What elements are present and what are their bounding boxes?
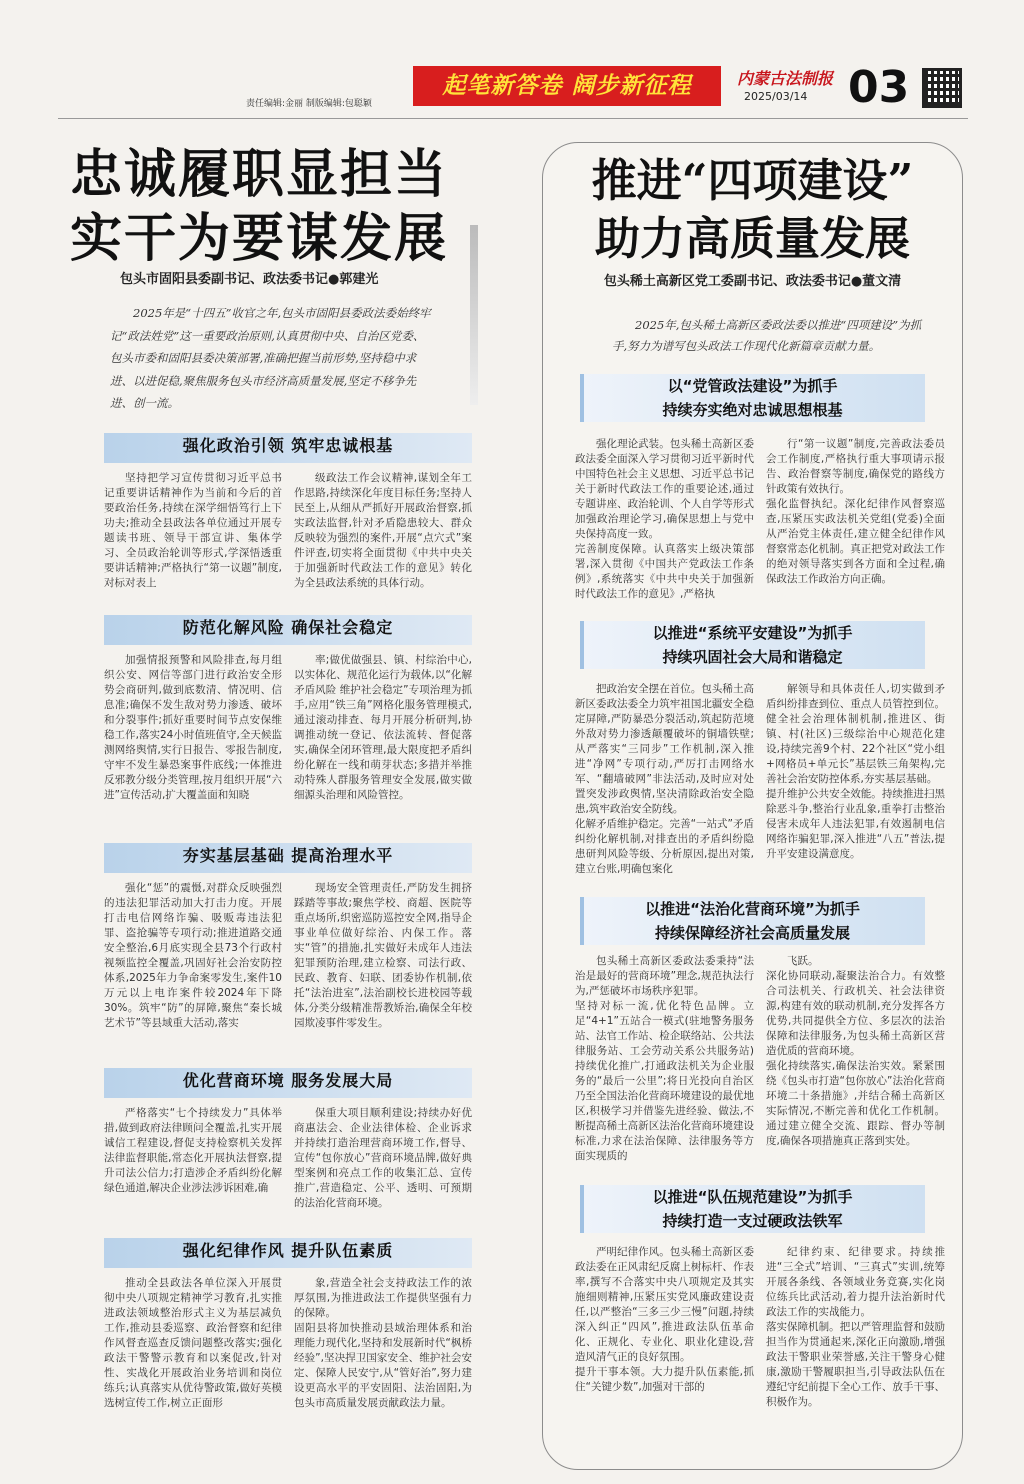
section-heading: 防范化解风险 确保社会稳定 [182, 618, 394, 637]
right-title-line1: 推进“四项建设” [591, 154, 914, 207]
section-heading: 优化营商环境 服务发展大局 [182, 1071, 394, 1090]
masthead [0, 0, 1024, 118]
section-col-1: 严明纪律作风。包头稀土高新区委政法委在正风肃纪反腐上树标杆、作表率,撰写不合落实中央八项规定及其实施细则精神,压紧压实党风廉政建设责任,以严整治“三多三少三慢”问题,持续深入纠正“四风”,推进政法队伍革命化、正规化、专业化、职业化建设,营造风清气正的良好氛围。 提升干事本领。大力提升队伍素能,抓住“关键少数”,加强对干部的 [575, 1246, 754, 1393]
section-heading: 强化政治引领 筑牢忠诚根基 [182, 436, 394, 455]
right-section-1-body [575, 437, 945, 602]
section-heading-bar [104, 843, 472, 873]
left-intro: 2025年是“十四五”收官之年,包头市固阳县委政法委始终牢记“政法姓党”这一重要政治原则,认真贯彻中央、自治区党委、包头市委和固阳县委决策部署,准确把握当前形势,坚持稳中求进、以进促稳,聚焦服务包头市经济高质量发展,坚定不移争先进、创一流。 [110, 306, 431, 410]
section-col-2: 现场安全管理责任,严防发生拥挤踩踏等事故;聚焦学校、商超、医院等重点场所,织密巡防巡控安全网,指导企事业单位做好综治、内保工作。落实“管”的措施,扎实做好未成年人违法犯罪预防治理,建立检察、司法行政、民政、教育、妇联、团委协作机制,依托“法治进室”,法治副校长进校园等载体,分类分级精准帮教矫治,确保全年校园欺凌事件零发生。 [294, 882, 472, 1029]
section-col-1: 坚持把学习宣传贯彻习近平总书记重要讲话精神作为当前和今后的首要政治任务,持续在深学细悟笃行上下功夫;推动全县政法各单位通过开展专题读书班、领导干部宣讲、集体学习、全员政治轮训等形式,学深悟透重要讲话精神;严格执行“第一议题”制度,对标对表上 [104, 472, 282, 589]
banner-slogan: 起笔新答卷 阔步新征程 [413, 66, 721, 106]
right-byline: 包头稀土高新区党工委副书记、政法委书记●董文清 [603, 274, 902, 289]
right-subheading-4: 以推进“队伍规范建设”为抓手 持续打造一支过硬政法铁军 [560, 1181, 945, 1233]
publication-date: 2025/03/14 [744, 90, 808, 103]
left-byline: 包头市固阳县委副书记、政法委书记●郭建光 [120, 272, 379, 287]
left-title-line2: 实干为要谋发展 [70, 208, 449, 269]
section-heading-bar [104, 615, 472, 645]
right-subheading-2: 以推进“系统平安建设”为抓手 持续巩固社会大局和谐稳定 [560, 617, 945, 669]
right-section-2-body [575, 682, 945, 877]
section-heading: 夯实基层基础 提高治理水平 [182, 846, 394, 865]
section-col-2: 解领导和具体责任人,切实做到矛盾纠纷排查到位、重点人员管控到位。健全社会治理体制机制,推进区、街镇、村(社区)三级综治中心规范化建设,持续完善9个村、22个社区“党小组+网格员+单元长”基层铁三角架构,完善社会治安防控体系,夯实基层基础。 提升维护公共安全效能。持续推进扫黑除恶斗争,整治行业乱象,重拳打击整治侵害未成年人违法犯罪,有效遏制电信网络诈骗犯罪,深入推进“八五”普法,提升平安建设满意度。 [766, 683, 945, 860]
right-article-title [542, 152, 963, 268]
left-section-2 [104, 615, 472, 803]
section-col-2: 级政法工作会议精神,谋划全年工作思路,持续深化年度目标任务;坚持人民至上,从细从严抓好开展政治督察,抓实政法监督,针对矛盾隐患较大、群众反映较为强烈的案件,开展“点穴式”案件评查,切实将全面贯彻《中共中央关于加强新时代政法工作的意见》转化为全县政法系统的具体行动。 [294, 472, 472, 589]
title-decoration [470, 225, 478, 405]
section-col-1: 严格落实“七个持续发力”具体举措,做到政府法律顾问全覆盖,扎实开展诚信工程建设,督促支持检察机关发挥法律监督职能,常态化开展执法督察,提升司法公信力;打造涉企矛盾纠纷化解绿色通道,解决企业涉法涉诉困难,确 [104, 1107, 282, 1194]
right-section-3-body [575, 954, 945, 1164]
section-col-1: 推动全县政法各单位深入开展贯彻中央八项规定精神学习教育,扎实推进政法领域整治形式主义为基层减负工作,推动县委巡察、政治督察和纪律作风督查巡查反馈问题整改落实;强化政法干警警示教育和以案促改,针对性、实战化开展政治业务培训和岗位练兵;认真落实从优待警政策,做好英模选树宣传工作,树立正面形 [104, 1277, 282, 1409]
qr-code-icon [922, 68, 962, 108]
section-col-2: 保重大项目顺利建设;持续办好优商惠法会、企业法律体检、企业诉求并持续打造治理营商环境工作,督导、宣传“包你放心”营商环境品牌,做好典型案例和亮点工作的收集汇总、宣传推广,营造稳定、公平、透明、可预期的法治化营商环境。 [294, 1107, 472, 1209]
section-col-1: 强化“惩”的震慑,对群众反映强烈的违法犯罪活动加大打击力度。开展打击电信网络诈骗、吸贩毒违法犯罪、盗抢骗等专项行动;推进道路交通安全整治,6月底实现全县73个行政村视频监控全覆盖,巩固好社会治安防控体系,2025年力争命案零发生,案件10万元以上电诈案件较2024年下降30%。筑牢“防”的屏障,聚焦“秦长城艺术节”等县域重大活动,落实 [104, 882, 282, 1029]
right-subheading-1: 以“党管政法建设”为抓手 持续夯实绝对忠诚思想根基 [560, 370, 945, 422]
section-col-1: 加强情报预警和风险排查,每月组织公安、网信等部门进行政治安全形势会商研判,做到底数清、情况明、信息准;确保不发生敌对势力渗透、破坏和分裂事件;抓好重要时间节点安保维稳工作,落实24小时值班值守,全天候监测网络舆情,实行日报告、零报告制度,守牢不发生暴恐案事件底线;一体推进反邪教分级分类管理,按月组织开展“六进”宣传活动,扩大覆盖面和知晓 [104, 654, 282, 801]
section-col-1: 把政治安全摆在首位。包头稀土高新区委政法委全力筑牢祖国北疆安全稳定屏障,严防暴恐分裂活动,筑起防范境外敌对势力渗透颠覆破坏的铜墙铁壁;从严落实“三同步”工作机制,深入推进“净网”专项行动,严厉打击网络水军、“翻墙破网”非法活动,及时应对处置突发涉政舆情,坚决清除政治安全隐患,筑牢政治安全防线。 化解矛盾维护稳定。完善“一站式”矛盾纠纷化解机制,对排查出的矛盾纠纷隐患研判风险等级、分析原因,提出对策,建立台账,明确包案化 [575, 683, 754, 875]
right-title-line2: 助力高质量发展 [594, 212, 910, 265]
section-heading-bar [104, 1068, 472, 1098]
section-heading-bar [104, 433, 472, 463]
section-heading: 强化纪律作风 提升队伍素质 [182, 1241, 394, 1260]
left-section-4 [104, 1068, 472, 1211]
header-divider [58, 118, 968, 119]
section-col-2: 行“第一议题”制度,完善政法委员会工作制度,严格执行重大事项请示报告、政治督察等制度,确保党的路线方针政策有效执行。 强化监督执纪。深化纪律作风督察巡查,压紧压实政法机关党组(党委)全面从严治党主体责任,建立健全纪律作风督察常态化机制。真正把党对政法工作的绝对领导落实到各方面和全过程,确保政法工作政治方向正确。 [766, 438, 945, 585]
newspaper-logo: 内蒙古法制报 [737, 69, 834, 88]
right-section-4-body [575, 1245, 945, 1410]
section-col-2: 率;做优做强县、镇、村综治中心,以实体化、规范化运行为载体,以“化解矛盾风险 维护社会稳定”专项治理为抓手,应用“铁三角”网格化服务管理模式,通过滚动排查、每月开展分析研判,协调推动统一登记、依法流转、督促落实,确保全闭环管理,最大限度把矛盾纠纷化解在一线和萌芽状态;多措并举推动特殊人群服务管理安全发展,做实做细源头治理和风险管控。 [294, 654, 472, 801]
section-heading-bar [104, 1238, 472, 1268]
section-col-2: 飞跃。 深化协同联动,凝聚法治合力。有效整合司法机关、行政机关、社会法律资源,构建有效的联动机制,充分发挥各方优势,共同提供全方位、多层次的法治保障和法律服务,为包头稀土高新区营造优质的营商环境。 强化持续落实,确保法治实效。紧紧围绕《包头市打造“包你放心”法治化营商环境二十条措施》,并结合稀土高新区实际情况,不断完善和优化工作机制。通过建立健全交流、跟踪、督办等制度,确保各项措施真正落到实处。 [766, 955, 945, 1147]
left-section-5 [104, 1238, 472, 1411]
left-section-3 [104, 843, 472, 1031]
page-number: 03 [848, 62, 910, 113]
right-subheading-3: 以推进“法治化营商环境”为抓手 持续保障经济社会高质量发展 [560, 893, 945, 945]
section-col-2: 纪律约束、纪律要求。持续推进“三全式”培训、“三真式”实训,统筹开展各条线、各领域业务竞赛,实化岗位练兵比武活动,着力提升法治新时代政法工作的实战能力。 落实保障机制。把以严管理监督和鼓励担当作为贯通起来,深化正向激励,增强政法干警职业荣誉感,关注干警身心健康,激励干警履职担当,引导政法队伍在遵纪守纪前提下全心工作、放手干事、积极作为。 [766, 1246, 945, 1408]
left-title-line1: 忠诚履职显担当 [70, 144, 449, 205]
section-col-1: 包头稀土高新区委政法委秉持“法治是最好的营商环境”理念,规范执法行为,严惩破坏市场秩序犯罪。 坚持对标一流,优化特色品牌。立足“4+1”五站合一模式(驻地警务服务站、法官工作站、检企联络站、公共法律服务站、工会劳动关系公共服务站)持续优化推广,打通政法机关为企业服务的“最后一公里”;将日光投向自治区乃至全国法治化营商环境建设的最优地区,积极学习并借鉴先进经验、做法,不断提高稀土高新区法治化营商环境建设标准,力求在法治保障、法律服务等方面实现质的 [575, 955, 754, 1162]
left-section-1 [104, 433, 472, 591]
section-col-2: 象,营造全社会支持政法工作的浓厚氛围,为推进政法工作提供坚强有力的保障。 固阳县将加快推动县域治理体系和治理能力现代化,坚持和发展新时代“枫桥经验”,坚决捍卫国家安全、维护社会安定、保障人民安宁,从“管好治”,努力建设更高水平的平安固阳、法治固阳,为包头市高质量发展贡献政法力量。 [294, 1277, 472, 1409]
section-col-1: 强化理论武装。包头稀土高新区委政法委全面深入学习贯彻习近平新时代中国特色社会主义思想、习近平总书记关于新时代政法工作的重要论述,通过专题讲座、政治轮训、个人自学等形式加强政治理论学习,确保思想上与党中央保持高度一致。 完善制度保障。认真落实上级决策部署,深入贯彻《中国共产党政法工作条例》,系统落实《中共中央关于加强新时代政法工作的意见》,严格执 [575, 438, 754, 600]
editor-credits: 责任编辑:金丽 制版编辑:包聪颖 [246, 99, 372, 109]
left-article-title [70, 143, 480, 271]
right-intro: 2025年,包头稀土高新区委政法委以推进“四项建设”为抓手,努力为谱写包头政法工作现代化新篇章贡献力量。 [612, 318, 922, 353]
